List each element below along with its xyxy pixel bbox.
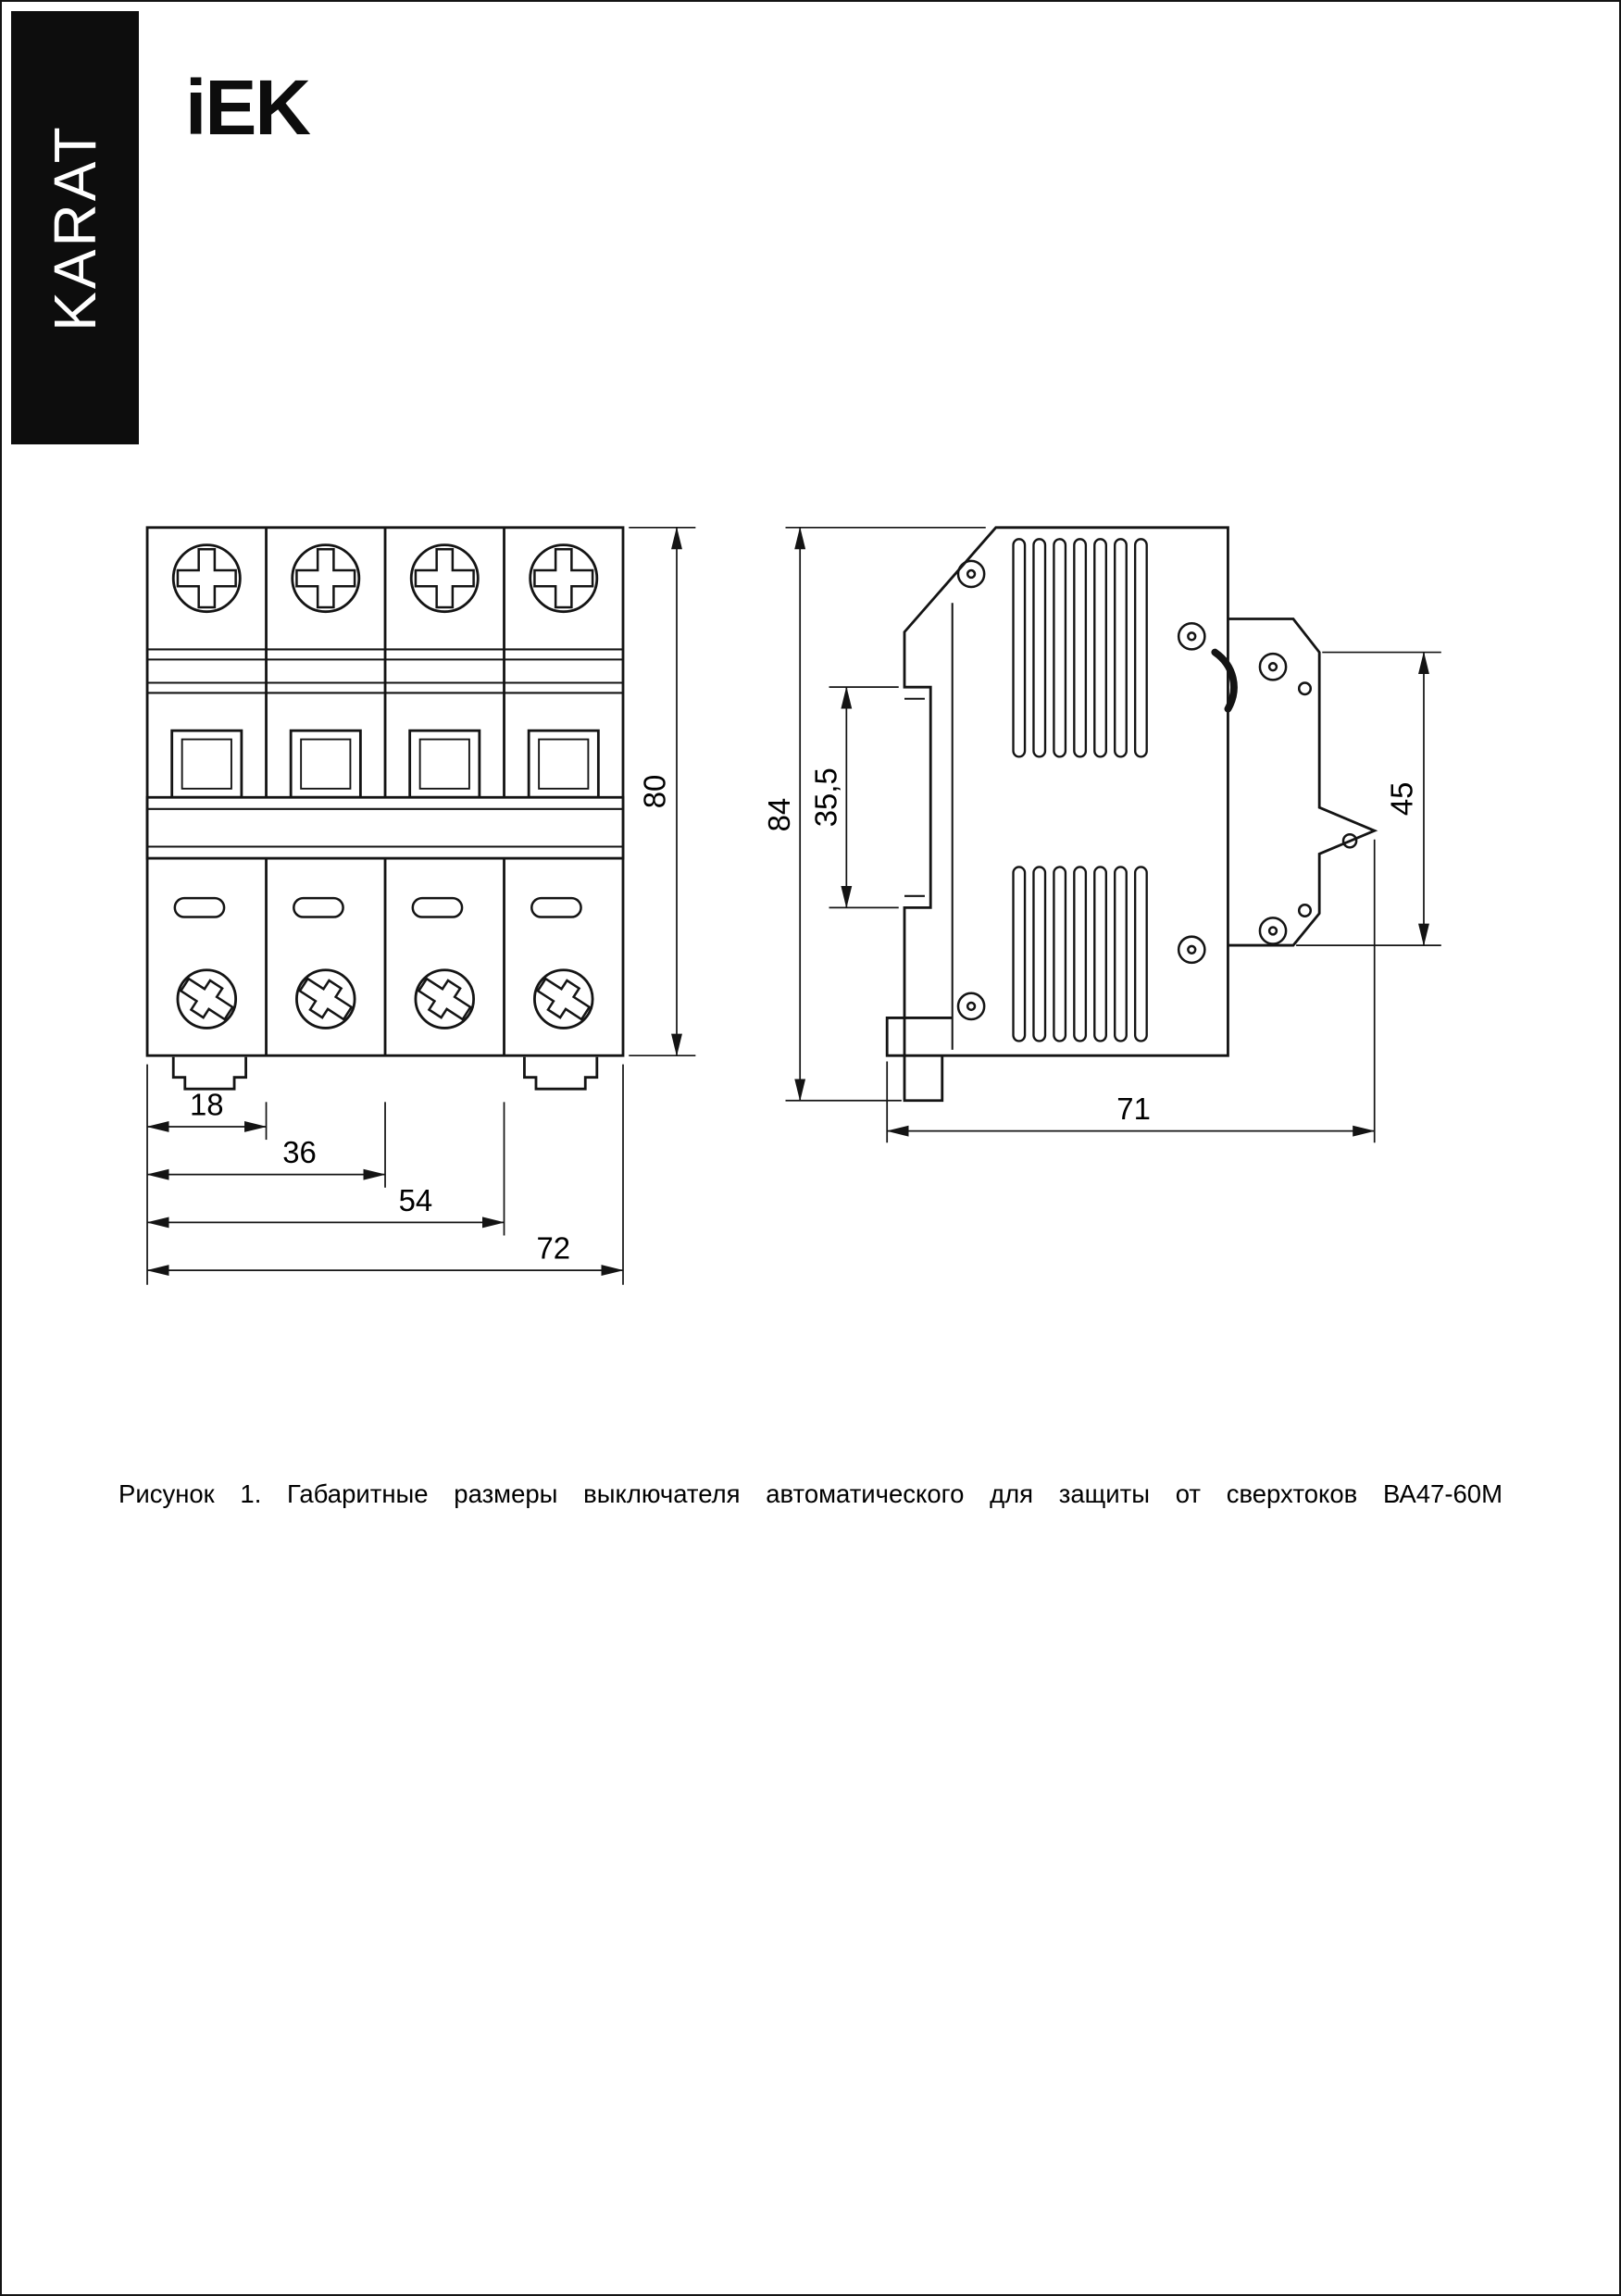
dimension-drawing xyxy=(2,510,1621,1301)
front-view xyxy=(147,528,623,1089)
dim-label-71: 71 xyxy=(1116,1092,1151,1127)
side-view xyxy=(887,528,1375,1101)
dim-label-84: 84 xyxy=(762,797,797,832)
figure-caption: Рисунок 1. Габаритные размеры выключателя автоматического для защиты от сверхтоков ВА47-60М xyxy=(118,1479,1503,1508)
dim-label-35-5: 35,5 xyxy=(808,767,843,828)
dim-label-36: 36 xyxy=(282,1135,317,1170)
dim-label-72: 72 xyxy=(536,1230,571,1266)
dim-label-54: 54 xyxy=(398,1182,433,1217)
dim-label-80: 80 xyxy=(637,774,672,809)
iek-logo: iEK xyxy=(185,64,310,151)
dim-label-18: 18 xyxy=(189,1087,224,1122)
karat-sidebar-banner xyxy=(11,11,139,444)
karat-series-label: KARAT xyxy=(42,124,108,331)
dim-label-45: 45 xyxy=(1384,781,1419,817)
